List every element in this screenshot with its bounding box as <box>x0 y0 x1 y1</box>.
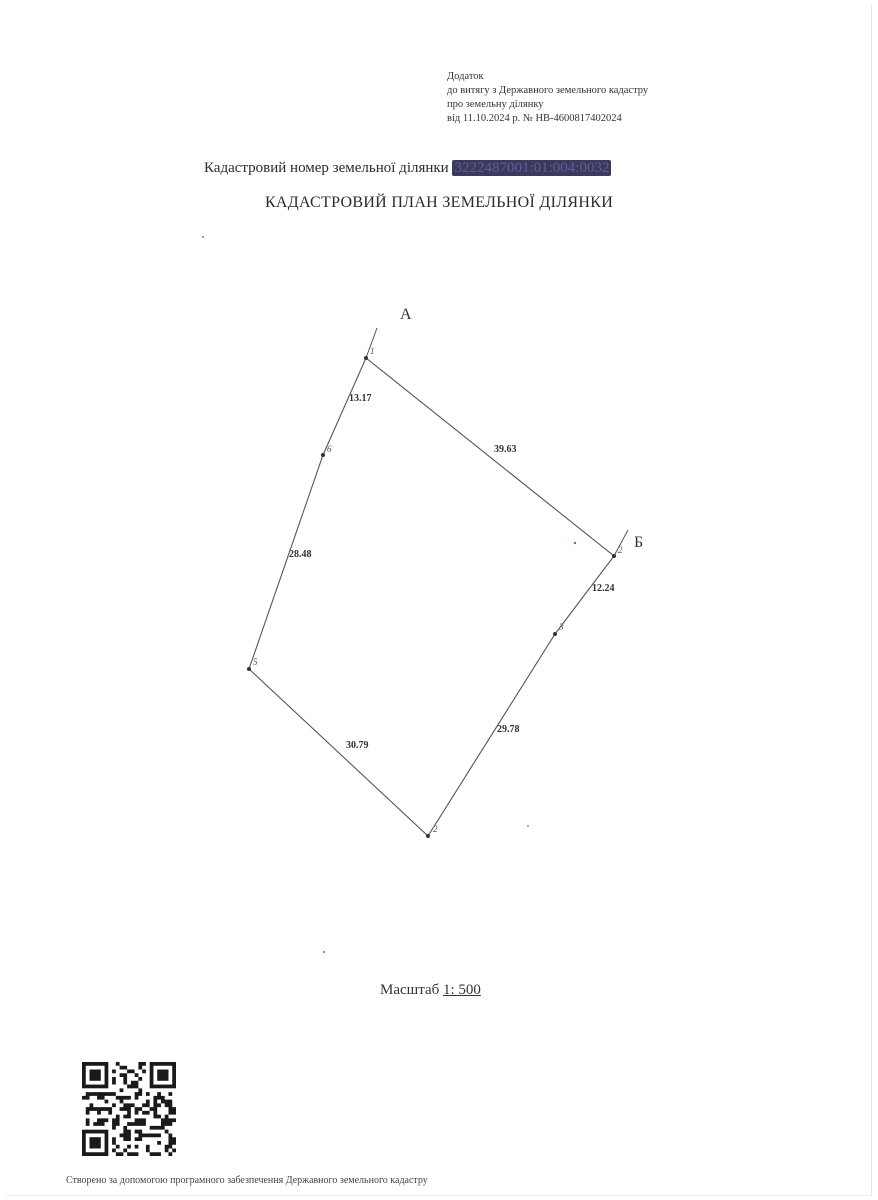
cadastral-number-value: 3222487001:01:004:0032 <box>454 160 610 176</box>
footer-note: Створено за допомогою програмного забезпечення Державного земельного кадастру <box>66 1175 428 1186</box>
vertex-point <box>553 632 557 636</box>
vertex-label: 3 <box>559 622 564 632</box>
vertex-point <box>247 667 251 671</box>
ink-mark <box>323 951 325 953</box>
segment-length-label: 28.48 <box>289 549 312 560</box>
appendix-line: про земельну ділянку <box>447 99 544 110</box>
ink-mark <box>527 825 529 827</box>
direction-label-a: А <box>400 306 412 323</box>
segment-length-label: 30.79 <box>346 740 369 751</box>
segment-length-label: 13.17 <box>349 393 372 404</box>
vertex-label: 5 <box>253 657 258 667</box>
qr-finder-pattern <box>152 1064 175 1087</box>
appendix-line: до витягу з Державного земельного кадастру <box>447 85 649 96</box>
qr-finder-pattern <box>84 1132 107 1155</box>
parcel-boundary <box>249 358 614 836</box>
cadastral-number-label: Кадастровий номер земельної ділянки <box>204 160 449 176</box>
segment-length-label: 29.78 <box>497 724 520 735</box>
vertex-point <box>426 834 430 838</box>
segment-length-label: 39.63 <box>494 444 517 455</box>
qr-code <box>82 1062 176 1156</box>
scale-value: 1: 500 <box>442 982 481 998</box>
vertex-point <box>364 356 368 360</box>
vertex-label: 1 <box>370 346 375 356</box>
vertex-point <box>321 453 325 457</box>
qr-finder-pattern <box>84 1064 107 1087</box>
scale-line <box>380 982 481 999</box>
segment-length-label: 12.24 <box>592 583 615 594</box>
document-title: КАДАСТРОВИЙ ПЛАН ЗЕМЕЛЬНОЇ ДІЛЯНКИ <box>264 194 614 211</box>
direction-label-b: Б <box>634 534 644 551</box>
vertex-label: 2 <box>618 545 623 555</box>
ink-mark <box>202 236 204 238</box>
vertex-point <box>612 554 616 558</box>
vertex-label: 6 <box>327 444 332 454</box>
scale-label: Масштаб <box>380 982 440 998</box>
appendix-line: від 11.10.2024 р. № НВ-4600817402024 <box>447 113 622 124</box>
vertex-label: 2 <box>433 824 438 834</box>
appendix-line: Додаток <box>447 71 484 82</box>
ink-mark <box>574 542 576 544</box>
